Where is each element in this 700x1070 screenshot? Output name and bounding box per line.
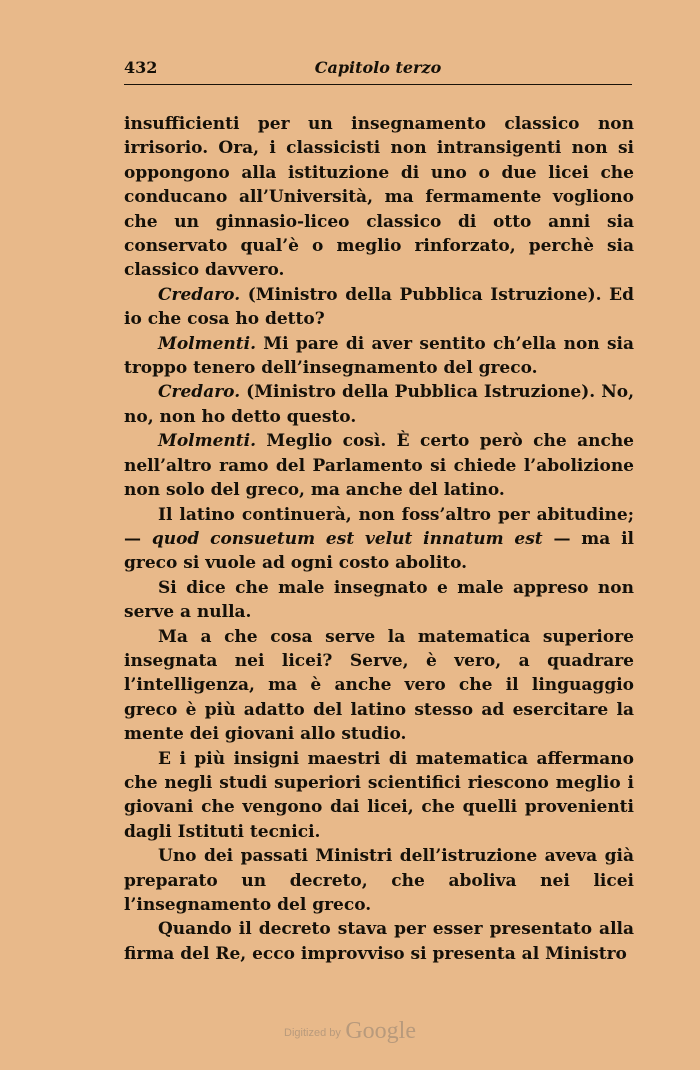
paragraph: Quando il decreto stava per esser presentato alla firma del Re, ecco improvviso si presenta al Ministro <box>124 919 634 964</box>
paragraph <box>124 332 634 381</box>
body-text <box>124 112 634 966</box>
paragraph-text: (Ministro della Pubblica Istruzione). No, no, non ho detto questo. <box>124 382 634 427</box>
paragraph: Uno dei passati Ministri dell’istruzione aveva già preparato un decreto, che aboliva nei licei l’insegnamento del greco. <box>124 846 634 915</box>
speaker-name: Credaro. <box>158 284 241 305</box>
paragraph-text: — ma il greco si vuole ad ogni costo abolito. <box>124 528 634 574</box>
paragraph-text: Meglio così. È certo però che anche nell’altro ramo del Parlamento si chiede l’abolizione non solo del greco, ma anche del latino. <box>124 431 634 501</box>
digitization-watermark <box>0 1018 700 1045</box>
paragraph <box>124 380 634 429</box>
running-title: Capitolo terzo <box>314 58 442 77</box>
paragraph <box>124 429 634 502</box>
paragraph: Si dice che male insegnato e male appreso non serve a nulla. <box>124 577 634 623</box>
paragraph: Ma a che cosa serve la matematica superiore insegnata nei licei? Serve, è vero, a quadrare l’intelligenza, ma è anche vero che il linguaggio greco è più adatto del latino stesso ad esercitare la mente dei giovani allo studio. <box>124 626 634 745</box>
speaker-name: Molmenti. <box>158 431 257 452</box>
speaker-name: Credaro. <box>158 382 241 403</box>
paragraph: insufficienti per un insegnamento classico non irrisorio. Ora, i classicisti non intransigenti non si oppongono alla istituzione di uno o due licei che conducano all’Università, ma fermamente vogliono che un ginnasio-liceo classico di otto anni sia conservato qual’è o meglio rinforzato, perchè sia classico davvero. <box>124 114 634 281</box>
digitized-by-label: Digitized by <box>284 1027 341 1039</box>
page-number: 432 <box>124 58 158 77</box>
speaker-name: Molmenti. <box>158 333 257 354</box>
paragraph-text: (Ministro della Pubblica Istruzione). Ed io che cosa ho detto? <box>124 284 634 330</box>
paragraph-text: Mi pare di aver sentito ch’ella non sia troppo tenero dell’insegnamento del greco. <box>124 333 634 379</box>
header-rule <box>124 84 632 85</box>
page-header <box>124 58 632 82</box>
paragraph-text: Il latino continuerà, non foss’altro per abitudine; — <box>124 504 634 549</box>
paragraph: E i più insigni maestri di matematica affermano che negli studi superiori scientifici riescono meglio i giovani che vengono dai licei, che quelli provenienti dagli Istituti tecnici. <box>124 748 634 842</box>
google-logo: Google <box>345 1018 416 1044</box>
latin-quote: quod consuetum est velut innatum est <box>151 528 543 549</box>
paragraph <box>124 283 634 332</box>
paragraph <box>124 503 634 576</box>
